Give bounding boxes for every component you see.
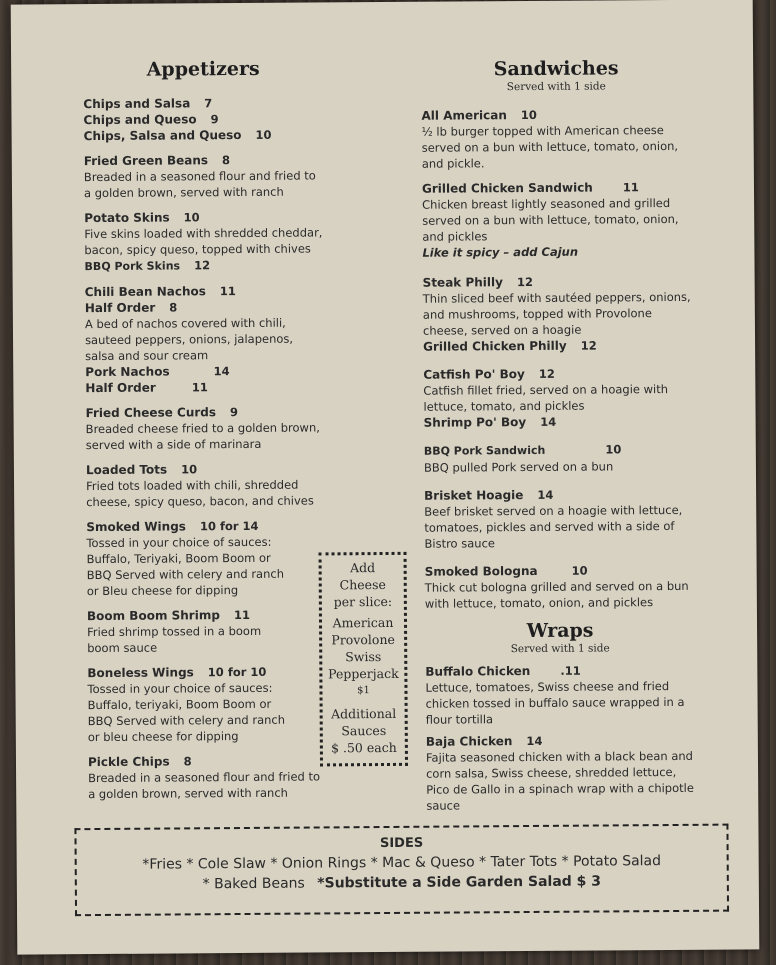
- item-price: 10: [571, 563, 588, 578]
- box-line: Add: [350, 560, 376, 576]
- item-price: 12: [193, 258, 211, 273]
- item-name: Half Order: [84, 300, 156, 316]
- item-name: Boom Boom Shrimp: [86, 608, 220, 624]
- item-name: Shrimp Po' Boy: [423, 415, 527, 430]
- item-description: A bed of nachos covered with chili, sauteed peppers, onions, jalapenos, salsa and sour cream: [84, 315, 294, 364]
- menu-item: [424, 486, 694, 552]
- item-name: Potato Skins: [84, 210, 170, 226]
- box-line: Pepperjack: [328, 665, 399, 682]
- box-line: Cheese: [339, 576, 386, 593]
- menu-item: [422, 179, 693, 261]
- item-name: Chips and Queso: [83, 112, 197, 128]
- item-name: Grilled Chicken Philly: [423, 338, 567, 354]
- box-line: per slice:: [333, 593, 393, 610]
- menu-item: [85, 403, 325, 453]
- item-description: Fajita seasoned chicken with a black bean and corn salsa, Swiss cheese, shredded lettuce, Pico de Gallo in a spinach wrap with a chipotle sauce: [425, 748, 694, 813]
- box-line: Additional: [331, 705, 397, 722]
- item-price: 11: [219, 284, 236, 299]
- item-description: Lettuce, tomatoes, Swiss cheese and fried chicken tossed in buffalo sauce wrapped in a flour tortilla: [425, 679, 685, 727]
- item-price: 9: [229, 405, 239, 420]
- item-description: Fried tots loaded with chili, shredded cheese, spicy queso, bacon, and chives: [86, 477, 314, 510]
- add-cheese-box: [319, 552, 408, 767]
- menu-item: [424, 441, 694, 476]
- item-description: Thick cut bologna grilled and served on a bun with lettuce, tomato, onion, and pickles: [424, 578, 689, 611]
- item-name: Chips and Salsa: [83, 96, 191, 112]
- item-name: Smoked Bologna: [424, 563, 538, 579]
- box-line: Provolone: [331, 631, 395, 648]
- item-name: Chips, Salsa and Queso: [83, 127, 242, 144]
- cajun-note: Like it spicy – add Cajun: [422, 244, 579, 260]
- item-name: Half Order: [85, 380, 156, 396]
- item-description: Five skins loaded with shredded cheddar, bacon, spicy queso, topped with chives: [84, 225, 323, 258]
- sides-heading: SIDES: [379, 835, 424, 852]
- box-line: $ .50 each: [330, 739, 397, 756]
- item-description: ½ lb burger topped with American cheese served on a bun with lettuce, tomato, onion, and pickle.: [421, 123, 679, 171]
- item-name: Buffalo Chicken: [425, 663, 531, 679]
- box-line: $1: [357, 685, 370, 697]
- menu-item: [426, 732, 697, 814]
- item-name: Chili Bean Nachos: [84, 284, 206, 300]
- item-name: Steak Philly: [422, 275, 503, 290]
- item-description: Catfish fillet fried, served on a hoagie with lettuce, tomato, and pickles: [423, 382, 669, 414]
- menu-item: [87, 663, 328, 745]
- item-description: Tossed in your choice of sauces: Buffalo, teriyaki, Boom Boom or BBQ Served with celery and ranch or bleu cheese for dipping: [87, 680, 286, 745]
- item-name: Baja Chicken: [425, 734, 513, 749]
- item-price: .11: [560, 663, 581, 678]
- side-salad-substitute: *Substitute a Side Garden Salad $ 3: [317, 873, 602, 892]
- item-description: Chicken breast lightly seasoned and grilled served on a bun with lettuce, tomato, onion, and pickles: [422, 196, 679, 244]
- box-line: Swiss: [345, 649, 382, 665]
- item-description: Tossed in your choice of sauces: Buffalo, Teriyaki, Boom Boom or BBQ Served with celery and ranch or Bleu cheese for dipping: [86, 534, 285, 599]
- menu-item: [87, 606, 327, 656]
- sides-box: [74, 824, 729, 917]
- item-price: 10: [520, 107, 537, 123]
- item-price: 11: [622, 180, 639, 195]
- wraps-section: [425, 619, 696, 814]
- sandwiches-subtitle: Served with 1 side: [506, 80, 606, 94]
- item-price: 10: [605, 442, 622, 457]
- item-price: 14: [213, 364, 230, 379]
- item-price: 14: [540, 414, 557, 429]
- item-name: All American: [421, 108, 507, 123]
- item-name: Fried Green Beans: [83, 153, 209, 169]
- menu-item: [423, 365, 693, 431]
- item-price: 10: [181, 462, 198, 477]
- item-price: 11: [191, 380, 208, 395]
- item-price: 10: [255, 127, 272, 142]
- menu-item: [88, 752, 328, 802]
- menu-item: [423, 273, 694, 355]
- sides-list: *Fries * Cole Slaw * Onion Rings * Mac & Queso * Tater Tots * Potato Salad: [142, 853, 662, 873]
- menu-item: [83, 94, 323, 144]
- sandwiches-heading: Sandwiches: [493, 57, 619, 81]
- item-name: Grilled Chicken Sandwich: [421, 180, 593, 196]
- item-price: 10: [183, 210, 200, 225]
- item-price: 11: [233, 607, 250, 623]
- item-description: Breaded cheese fried to a golden brown, served with a side of marinara: [85, 420, 320, 453]
- item-description: BBQ pulled Pork served on a bun: [423, 459, 614, 475]
- sides-item: * Baked Beans: [202, 875, 305, 893]
- item-price: 9: [210, 112, 219, 127]
- item-name: Brisket Hoagie: [424, 488, 524, 503]
- item-name: Pickle Chips: [87, 754, 170, 770]
- item-name: Pork Nachos: [85, 364, 170, 380]
- menu-item: [421, 106, 691, 172]
- item-description: Fried shrimp tossed in a boom boom sauce: [87, 623, 262, 656]
- item-price: 7: [204, 96, 213, 111]
- wraps-subtitle: Served with 1 side: [510, 642, 610, 656]
- box-line: American: [332, 614, 394, 631]
- item-name: Loaded Tots: [85, 462, 168, 478]
- item-description: Breaded in a seasoned flour and fried to a golden brown, served with ranch: [88, 769, 321, 802]
- menu-item: [425, 662, 695, 728]
- box-line: Sauces: [341, 722, 387, 739]
- appetizers-heading: Appetizers: [146, 57, 260, 81]
- item-name: BBQ Pork Skins: [84, 259, 181, 274]
- appetizers-column: [83, 57, 328, 802]
- item-price: 12: [516, 274, 533, 290]
- item-price: 8: [183, 754, 192, 769]
- item-description: Beef brisket served on a hoagie with lettuce, tomatoes, pickles and served with a side of Bistro sauce: [424, 502, 683, 551]
- item-price: 12: [580, 338, 597, 353]
- item-name: Fried Cheese Curds: [85, 405, 217, 421]
- menu-item: [86, 460, 326, 510]
- item-price: 14: [526, 733, 543, 749]
- item-description: Breaded in a seasoned flour and fried to a golden brown, served with ranch: [83, 168, 316, 201]
- item-price: 10 for 10: [207, 664, 267, 680]
- item-price: 8: [221, 153, 231, 168]
- item-description: Thin sliced beef with sautéed peppers, onions, and mushrooms, topped with Provolone cheese, served on a hoagie: [422, 289, 691, 338]
- menu-item: [84, 151, 324, 201]
- item-name: Smoked Wings: [86, 519, 186, 535]
- menu-item: [86, 517, 327, 599]
- menu-item: [85, 282, 326, 396]
- item-price: 10 for 14: [199, 518, 259, 534]
- item-name: Boneless Wings: [87, 665, 194, 681]
- sides-list-2: [77, 873, 727, 894]
- item-price: 12: [538, 366, 555, 381]
- item-name: BBQ Pork Sandwich: [423, 443, 546, 458]
- menu-item: [425, 562, 695, 612]
- menu-item: [84, 208, 324, 275]
- wraps-heading: Wraps: [526, 619, 594, 643]
- item-name: Catfish Po' Boy: [423, 367, 525, 382]
- menu-page: [11, 0, 760, 955]
- item-price: 14: [537, 487, 554, 502]
- sandwiches-column: [421, 57, 696, 814]
- item-price: 8: [169, 300, 178, 315]
